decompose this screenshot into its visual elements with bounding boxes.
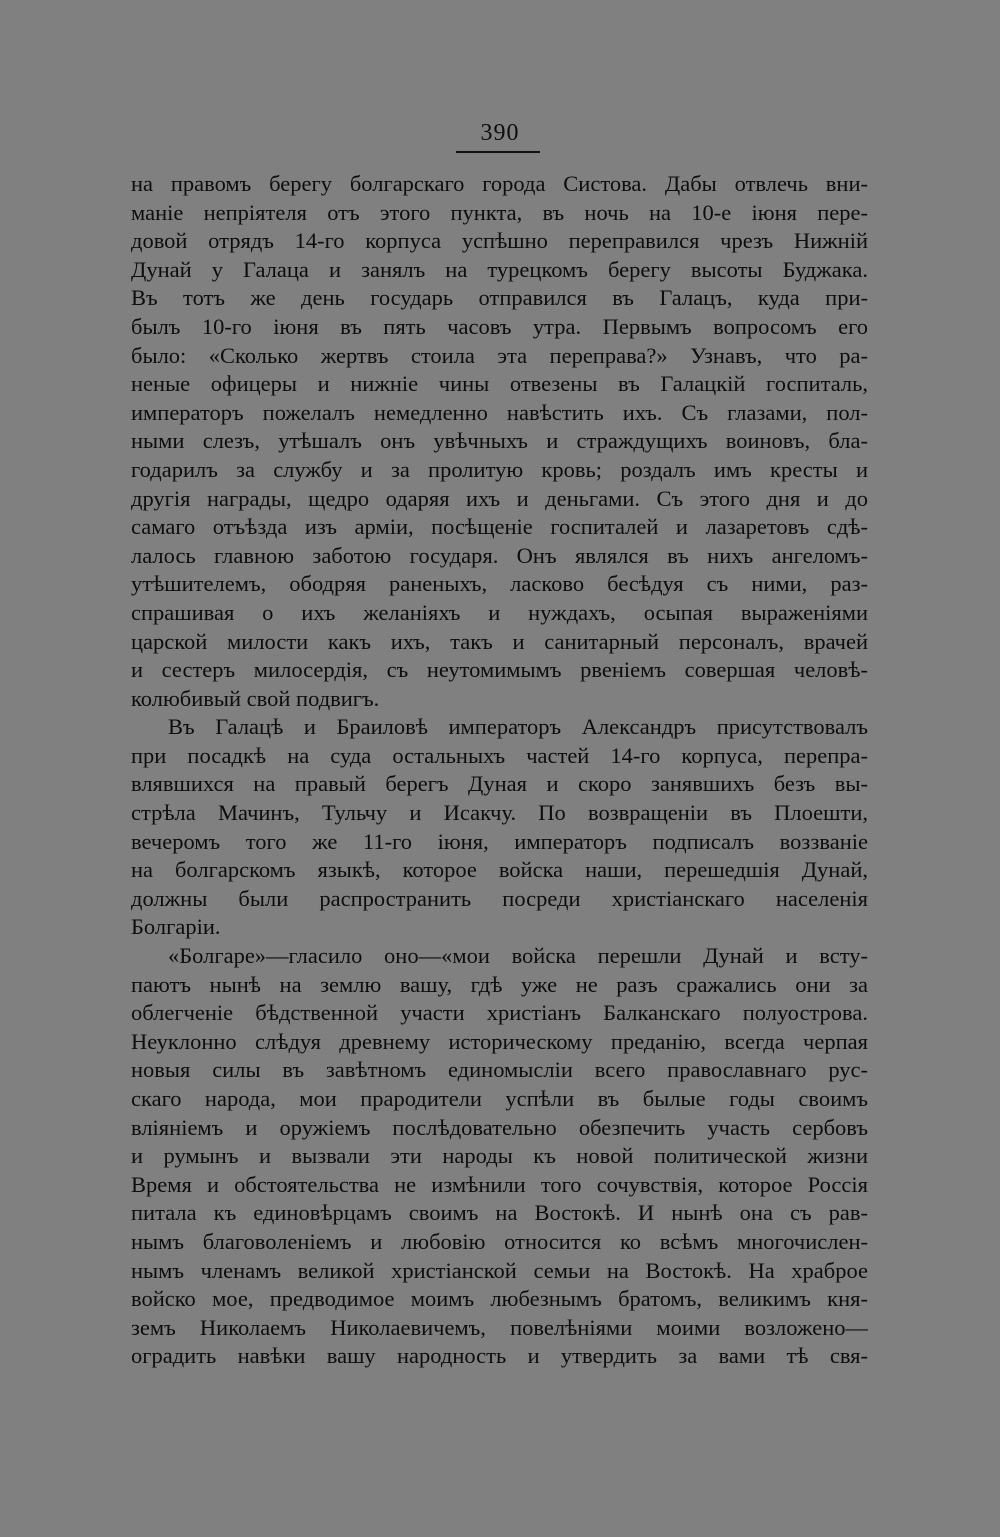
text-line: неные офицеры и нижніе чины отвезены въ Галацкій госпиталь, — [131, 371, 868, 397]
text-line: скаго народа, мои прародители успѣли въ былые годы своимъ — [131, 1086, 868, 1111]
text-line: Въ Галацѣ и Браиловѣ императоръ Александръ присутствовалъ — [168, 714, 868, 740]
text-line: колюбивый свой подвигъ. — [131, 685, 380, 711]
text-line: довой отрядъ 14-го корпуса успѣшно переправился чрезъ Нижній — [131, 228, 868, 254]
text-line: Въ тотъ же день государь отправился въ Галацъ, куда при- — [131, 285, 868, 311]
text-line: при посадкѣ на суда остальныхъ частей 14-го корпуса, перепра- — [131, 742, 868, 768]
text-line: новыя силы въ завѣтномъ единомысліи всего православнаго рус- — [131, 1057, 868, 1083]
text-line: Болгаріи. — [131, 914, 221, 940]
text-line: вечеромъ того же 11-го іюня, императоръ подписалъ воззваніе — [131, 828, 868, 854]
text-line: ными слезъ, утѣшалъ онъ увѣчныхъ и страждущихъ воиновъ, бла- — [131, 428, 868, 454]
text-line: было: «Сколько жертвъ стоила эта переправа?» Узнавъ, что ра- — [131, 342, 868, 368]
text-line: войско мое, предводимое моимъ любезнымъ братомъ, великимъ кня- — [131, 1286, 868, 1312]
text-line: Время и обстоятельства не измѣнили того сочувствія, которое Россія — [131, 1171, 868, 1197]
body-text — [131, 170, 868, 1371]
text-line: нымъ благоволеніемъ и любовію относится ко всѣмъ многочислен- — [131, 1228, 868, 1254]
text-line: «Болгаре»—гласило оно—«мои войска перешли Дунай и всту- — [168, 943, 868, 969]
text-line: годарилъ за службу и за пролитую кровь; роздалъ имъ кресты и — [131, 456, 868, 482]
text-line: самаго отъѣзда изъ арміи, посѣщеніе госпиталей и лазаретовъ сдѣ- — [131, 514, 868, 540]
text-line: маніе непріятеля отъ этого пункта, въ ночь на 10-е іюня пере- — [131, 199, 868, 225]
page-number: 390 — [480, 120, 520, 146]
page-number-rule — [456, 151, 540, 153]
text-line: другія награды, щедро одаряя ихъ и деньгами. Съ этого дня и до — [131, 485, 868, 511]
text-line: влявшихся на правый берегъ Дуная и скоро занявшихъ безъ вы- — [131, 771, 868, 797]
text-line: утѣшителемъ, ободряя раненыхъ, ласково бесѣдуя съ ними, раз- — [131, 571, 868, 597]
text-line: императоръ пожелалъ немедленно навѣстить ихъ. Съ глазами, пол- — [131, 399, 868, 425]
text-line: питала къ единовѣрцамъ своимъ на Востокѣ. И нынѣ она съ рав- — [131, 1200, 868, 1226]
text-line: спрашивая о ихъ желаніяхъ и нуждахъ, осыпая выраженіями — [131, 599, 868, 625]
text-line: царской милости какъ ихъ, такъ и санитарный персоналъ, врачей — [131, 628, 868, 654]
text-line: на болгарскомъ языкѣ, которое войска наши, перешедшія Дунай, — [131, 857, 868, 883]
text-line: и румынъ и вызвали эти народы къ новой политической жизни — [131, 1143, 868, 1169]
text-line: былъ 10-го іюня въ пять часовъ утра. Первымъ вопросомъ его — [131, 313, 868, 339]
text-line: земъ Николаемъ Николаевичемъ, повелѣніями моими возложено— — [131, 1314, 868, 1340]
text-line: стрѣла Мачинъ, Тульчу и Исакчу. По возвращеніи въ Плоешти, — [131, 800, 868, 826]
text-line: оградить навѣки вашу народность и утвердить за вами тѣ свя- — [131, 1343, 868, 1369]
text-line: паютъ нынѣ на землю вашу, гдѣ уже не разъ сражались они за — [131, 971, 868, 997]
text-line: нымъ членамъ великой христіанской семьи на Востокѣ. На храброе — [131, 1257, 868, 1283]
text-line: вліяніемъ и оружіемъ послѣдовательно обезпечить участь сербовъ — [131, 1114, 868, 1140]
text-line: должны были распространить посреди христіанскаго населенія — [131, 885, 868, 911]
text-line: на правомъ берегу болгарскаго города Систова. Дабы отвлечь вни- — [131, 171, 868, 196]
text-line: Неуклонно слѣдуя древнему историческому преданію, всегда черпая — [131, 1028, 868, 1054]
text-line: облегченіе бѣдственной участи христіанъ Балканскаго полуострова. — [131, 1000, 868, 1026]
text-line: Дунай у Галаца и занялъ на турецкомъ берегу высоты Буджака. — [131, 256, 868, 282]
text-line: и сестеръ милосердія, съ неутомимымъ рвеніемъ совершая человѣ- — [131, 657, 868, 683]
text-line: лалось главною заботою государя. Онъ являлся въ нихъ ангеломъ- — [131, 542, 868, 568]
